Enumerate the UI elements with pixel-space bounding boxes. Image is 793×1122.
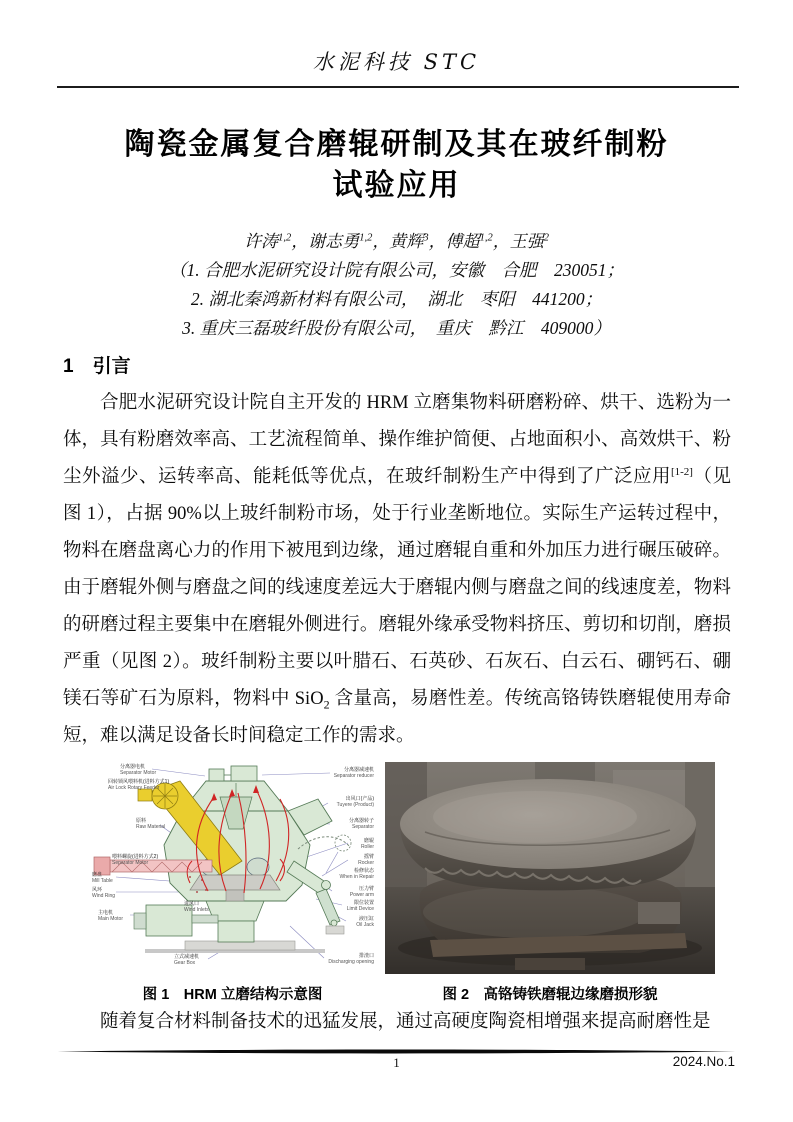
affiliation-1: （1. 合肥水泥研究设计院有限公司，安徽 合肥 230051； xyxy=(169,260,624,280)
diagram-label-separator-rotor: 分离器转子 Separator xyxy=(348,818,374,830)
affiliation-2: 2. 湖北秦鸿新材料有限公司， 湖北 枣阳 441200； xyxy=(190,289,603,309)
diagram-label-tuyere-product: 出风口(产品) Tuyere (Product) xyxy=(336,796,374,808)
diagram-label-rocker: 摇臂 Rocker xyxy=(358,854,374,866)
closing-paragraph: 随着复合材料制备技术的迅猛发展，通过高硬度陶瓷相增强来提高耐磨性是 xyxy=(100,1012,711,1032)
article-title-line1: 陶瓷金属复合磨辊研制及其在玻纤制粉 xyxy=(124,128,669,161)
section-heading-introduction: 1 引言 xyxy=(63,356,131,377)
figure2-worn-roller-photo xyxy=(385,762,715,974)
diagram-label-separator-motor: 分离器电机 Separator Motor xyxy=(120,764,157,776)
diagram-label-discharging-opening: 排渣口 Discharging opening xyxy=(328,953,374,965)
diagram-label-raw-material: 原料 Raw Material xyxy=(136,818,166,830)
diagram-label-separator-reducer: 分离器减速机 Separator reducer xyxy=(333,767,374,779)
intro-paragraph: 合肥水泥研究设计院自主开发的 HRM 立磨集物料研磨粉碎、烘干、选粉为一体，具有粉磨效率高、工艺流程简单、操作维护简便、占地面积小、高效烘干、粉尘外溢少、运转率高、能耗低等优点，在玻纤制粉生产中得到了广泛应用[1-2]（见图 1），占据 90%以上玻纤制粉市场，处于行业垄断地位。实际生产运转过程中，物料在磨盘离心力的作用下被甩到边缘，通过磨辊自重和外加压力进行碾压破碎。由于磨辊外侧与磨盘之间的线速度差远大于磨辊内侧与磨盘之间的线速度差，物料的研磨过程主要集中在磨辊外侧进行。磨辊外缘承受物料挤压、剪切和切削，磨损严重（见图 2）。玻纤制粉主要以叶腊石、石英砂、石灰石、白云石、硼钙石、硼镁石等矿石为原料，物料中 SiO$_2$ 含量高，易磨性差。传统高铬铸铁磨辊使用寿命短，难以满足设备长时间稳定工作的需求。 xyxy=(63,393,731,746)
header-rule xyxy=(57,86,739,88)
diagram-label-roller: 磨辊 Roller xyxy=(360,838,374,850)
worn-roller-photo-image xyxy=(385,762,715,974)
diagram-label-wind-inlets: 进风口 Wind Inlets xyxy=(184,901,209,913)
diagram-label-main-motor: 主电机 Main Motor xyxy=(98,910,124,922)
page-number: 1 xyxy=(393,1055,400,1070)
article-title-line2: 试验应用 xyxy=(332,169,461,202)
footer-rule xyxy=(57,1048,736,1055)
journal-masthead: 水泥科技 STC xyxy=(312,50,481,74)
issue-label: 2024.No.1 xyxy=(672,1054,735,1069)
diagram-label-when-in-repair: 检修状态 When in Repair xyxy=(339,868,374,880)
hrm-mill-drawing xyxy=(90,763,375,975)
figure2-caption: 图 2 高铬铸铁磨辊边缘磨损形貌 xyxy=(442,987,658,1003)
diagram-label-gear-box: 立式减速机 Gear Box xyxy=(174,954,200,966)
diagram-label-power-arm: 压力臂 Power arm xyxy=(349,886,374,898)
authors-line: 许涛$^{1,2}$，谢志勇$^{1,2}$，黄辉$^3$，傅超$^{1,2}$，王强$^2$ xyxy=(244,232,549,251)
diagram-label-limit-device: 限位装置 Limit Device xyxy=(346,900,374,912)
affiliations xyxy=(0,256,793,343)
diagram-label-mill-table: 磨盘 Mill Table xyxy=(92,872,113,884)
figure1-caption: 图 1 HRM 立磨结构示意图 xyxy=(142,987,323,1003)
article-title xyxy=(0,124,793,206)
affiliation-3: 3. 重庆三磊玻纤股份有限公司， 重庆 黔江 409000） xyxy=(182,318,611,338)
diagram-label-oil-jack: 液压缸 Oil Jack xyxy=(356,916,374,928)
diagram-label-air-lock-feeder: 回转锁风喂料机(进料方式1) Air Lock Rotary Feeder xyxy=(108,779,170,791)
figure1-hrm-mill-schematic xyxy=(90,763,375,975)
diagram-label-screw-feeder: 喂料螺旋(进料方式2) Separator Motor xyxy=(112,854,159,866)
diagram-label-wind-ring: 风环 Wind Ring xyxy=(92,887,116,899)
